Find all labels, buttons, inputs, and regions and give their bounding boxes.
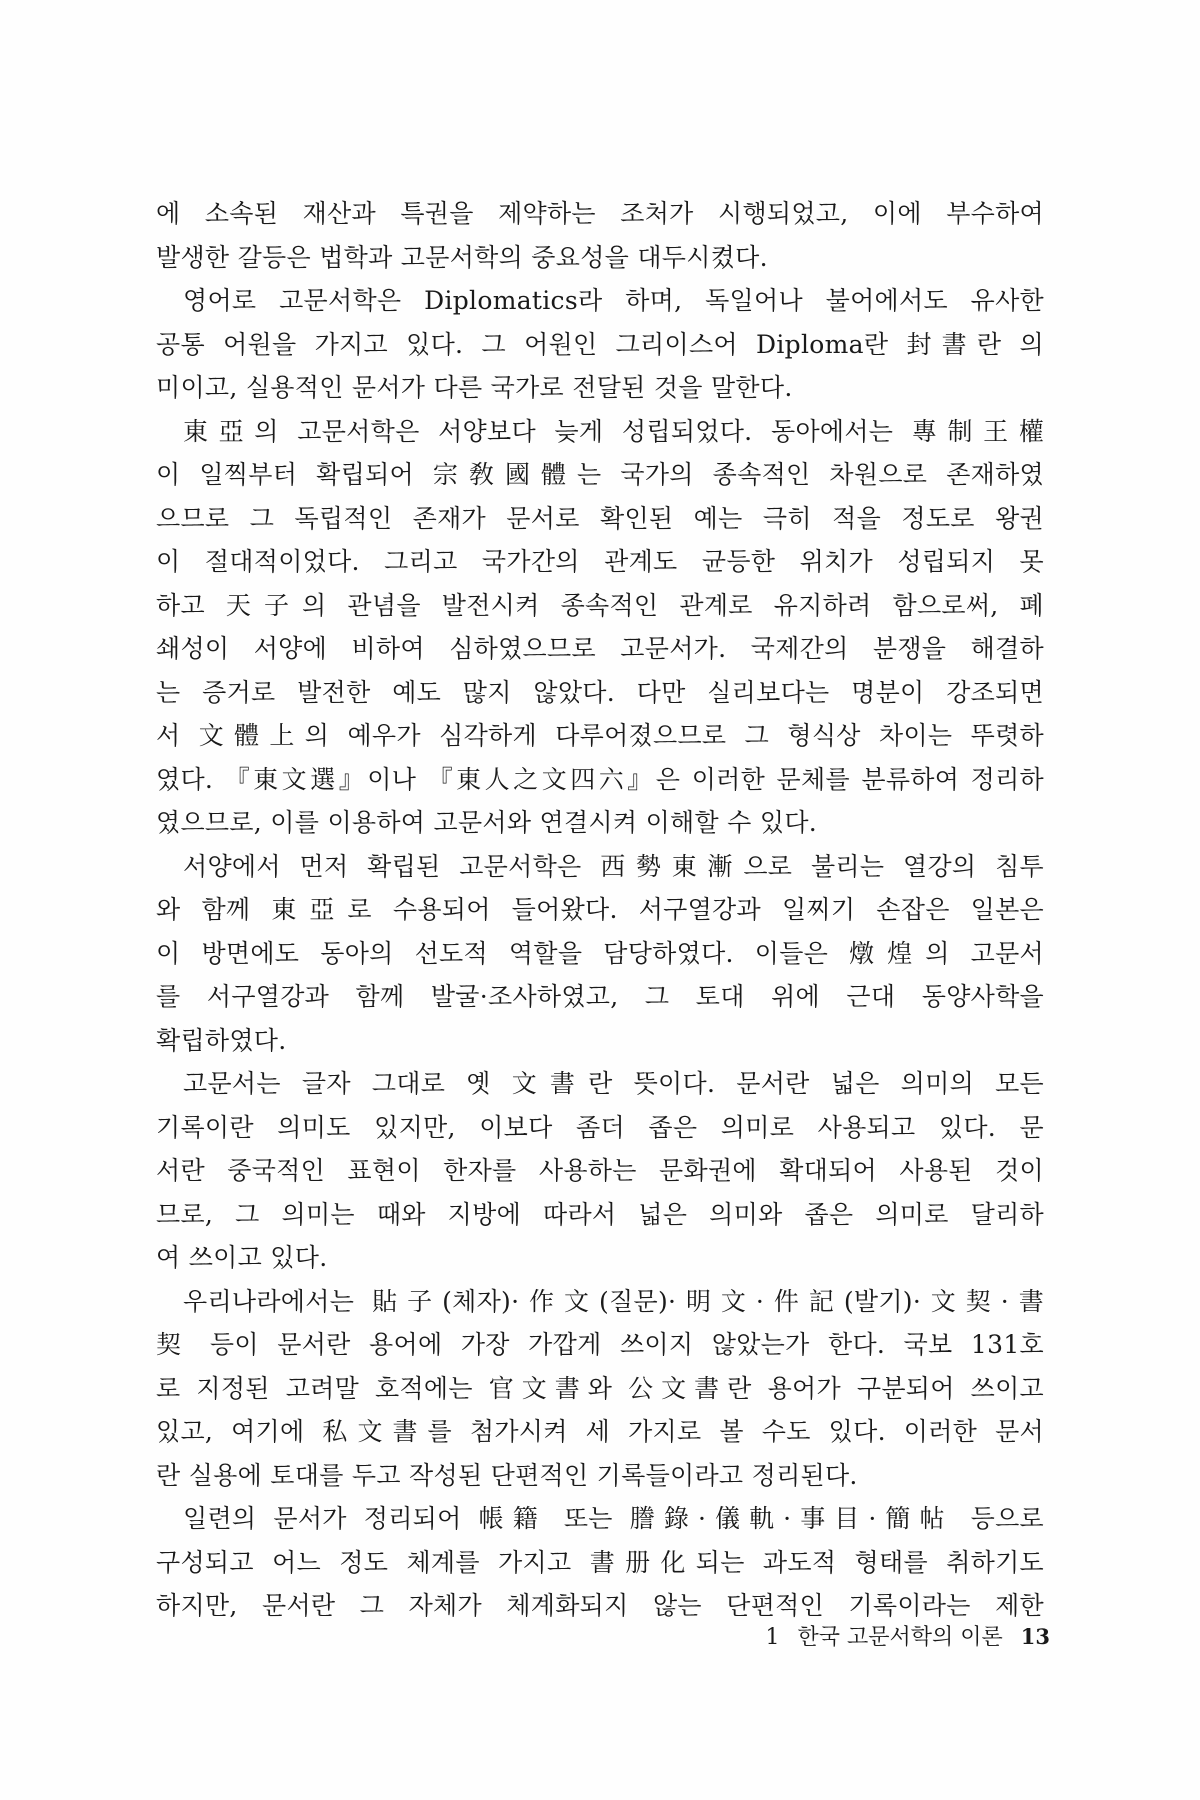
text-line: 서 文體上의 예우가 심각하게 다루어졌으므로 그 형식상 차이는 뚜렷하 [156,721,1044,750]
text-line: 일련의 문서가 정리되어 帳籍 또는 謄錄·儀軌·事目·簡帖 등으로 [183,1504,1044,1533]
chapter-title: 한국 고문서학의 이론 [797,1625,1003,1650]
text-line: 를 서구열강과 함께 발굴·조사하였고, 그 토대 위에 근대 동양사학을 [156,982,1044,1011]
text-line: 란 실용에 토대를 두고 작성된 단편적인 기록들이라고 정리된다. [156,1460,858,1490]
text-line: 였다. 『東文選』이나 『東人之文四六』은 이러한 문체를 분류하여 정리하 [156,764,1044,794]
text-line: 있고, 여기에 私文書를 첨가시켜 세 가지로 볼 수도 있다. 이러한 문서 [156,1417,1044,1446]
text-line: 로 지정된 고려말 호적에는 官文書와 公文書란 용어가 구분되어 쓰이고 [156,1373,1044,1403]
text-line: 으므로 그 독립적인 존재가 문서로 확인된 예는 극히 적을 정도로 왕권 [156,503,1044,533]
body-text [156,192,1044,1628]
running-footer [766,1620,1051,1651]
paragraph [156,845,1044,1063]
text-line: 서란 중국적인 표현이 한자를 사용하는 문화권에 확대되어 사용된 것이 [156,1156,1044,1185]
text-line: 공통 어원을 가지고 있다. 그 어원인 그리이스어 Diploma란 封書란 의 [156,329,1044,359]
text-line: 확립하였다. [156,1025,287,1055]
text-line: 우리나라에서는 貼子(체자)·作文(질문)·明文·件記(발기)·文契·書 [183,1286,1044,1316]
paragraph [156,192,1044,279]
text-line: 서양에서 먼저 확립된 고문서학은 西勢東漸으로 불리는 열강의 침투 [183,851,1044,881]
text-line: 쇄성이 서양에 비하여 심하였으므로 고문서가. 국제간의 분쟁을 해결하 [156,634,1044,663]
text-line: 구성되고 어느 정도 체계를 가지고 書册化되는 과도적 형태를 취하기도 [156,1547,1044,1577]
paragraph [156,1497,1044,1628]
text-line: 여 쓰이고 있다. [156,1243,328,1272]
text-line: 미이고, 실용적인 문서가 다른 국가로 전달된 것을 말한다. [156,373,793,402]
paragraph [156,410,1044,845]
text-line: 므로, 그 의미는 때와 지방에 따라서 넓은 의미와 좁은 의미로 달리하 [156,1199,1044,1229]
text-line: 영어로 고문서학은 Diplomatics라 하며, 독일어나 불어에서도 유사한 [183,286,1044,315]
text-line: 발생한 갈등은 법학과 고문서학의 중요성을 대두시켰다. [156,242,768,272]
text-line: 하지만, 문서란 그 자체가 체계화되지 않는 단편적인 기록이라는 제한 [156,1591,1044,1620]
text-line: 하고 天子의 관념을 발전시켜 종속적인 관계로 유지하려 함으로써, 폐 [156,590,1044,620]
text-line: 는 증거로 발전한 예도 많지 않았다. 다만 실리보다는 명분이 강조되면 [156,677,1044,707]
text-line: 에 소속된 재산과 특권을 제약하는 조처가 시행되었고, 이에 부수하여 [156,199,1044,228]
chapter-number: 1 [765,1625,780,1650]
text-line: 였으므로, 이를 이용하여 고문서와 연결시켜 이해할 수 있다. [156,808,818,837]
text-line: 東亞의 고문서학은 서양보다 늦게 성립되었다. 동아에서는 專制王權 [183,416,1044,446]
text-line: 와 함께 東亞로 수용되어 들어왔다. 서구열강과 일찌기 손잡은 일본은 [156,895,1044,924]
page-number: 13 [1020,1624,1050,1649]
text-line: 이 절대적이었다. 그리고 국가간의 관계도 균등한 위치가 성립되지 못 [156,547,1044,576]
text-line: 기록이란 의미도 있지만, 이보다 좀더 좁은 의미로 사용되고 있다. 문 [156,1112,1044,1142]
text-line: 고문서는 글자 그대로 옛 文書란 뜻이다. 문서란 넓은 의미의 모든 [183,1069,1044,1098]
paragraph [156,279,1044,410]
text-line: 이 일찍부터 확립되어 宗敎國體는 국가의 종속적인 차원으로 존재하였 [156,460,1044,489]
paragraph [156,1280,1044,1498]
paragraph [156,1062,1044,1280]
text-line: 이 방면에도 동아의 선도적 역할을 담당하였다. 이들은 燉煌의 고문서 [156,938,1044,968]
text-line: 契 등이 문서란 용어에 가장 가깝게 쓰이지 않았는가 한다. 국보 131호 [156,1330,1044,1359]
